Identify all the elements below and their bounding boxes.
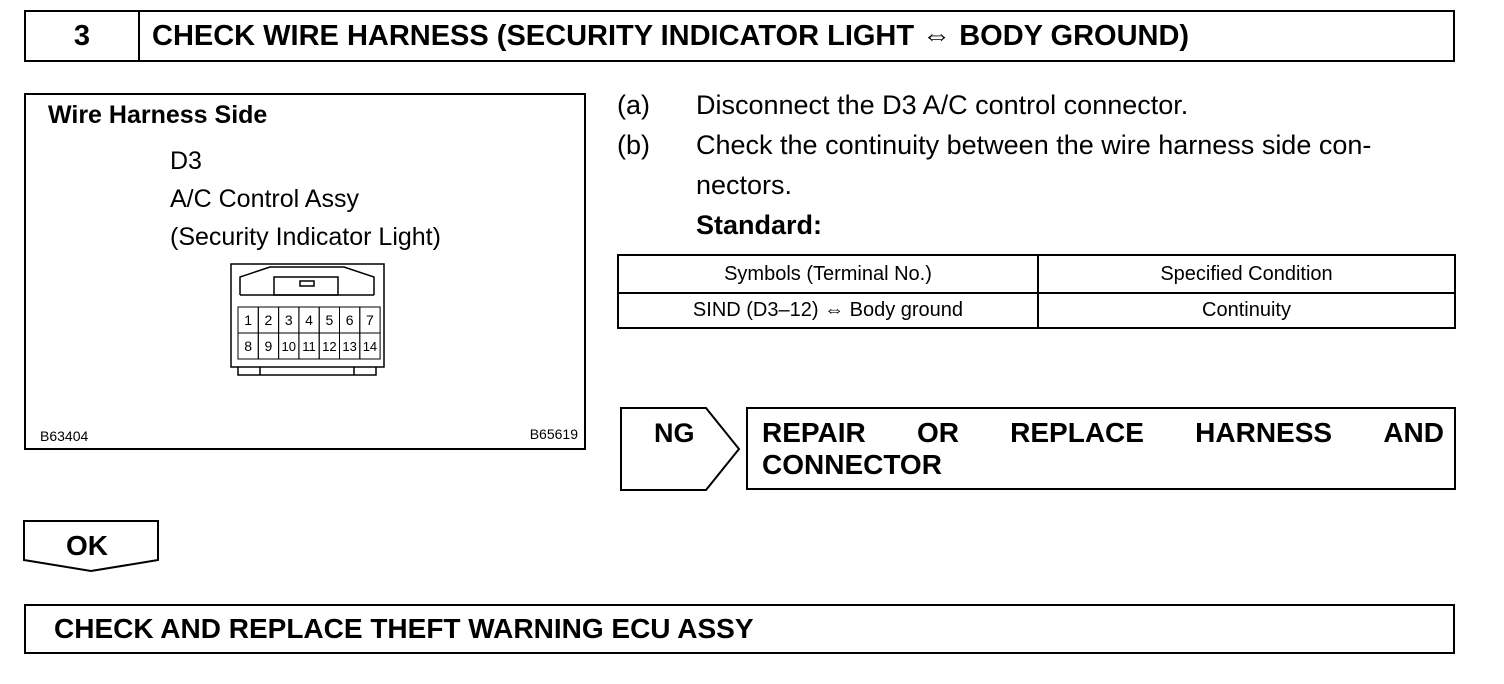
ng-result-line1	[762, 417, 1444, 449]
ng-result-word: HARNESS	[1195, 417, 1333, 448]
pin-number: 6	[345, 312, 354, 328]
step-title: CHECK WIRE HARNESS (SECURITY INDICATOR LIGHT ⇔ BODY GROUND)	[152, 20, 1190, 52]
pin-number: 1	[244, 312, 253, 328]
instruction-b-label: (b)	[617, 130, 650, 160]
table-cell: Continuity	[1038, 293, 1455, 328]
figure-code-right: B65619	[529, 426, 578, 442]
figure-code-left: B63404	[40, 428, 89, 444]
ng-result-box	[746, 407, 1456, 490]
connector-diagram-icon	[230, 263, 390, 381]
table-header-row	[618, 255, 1455, 293]
ng-result-word: AND	[1383, 417, 1444, 448]
ng-result-word: REPAIR	[762, 417, 866, 448]
instruction-b-text-line1: Check the continuity between the wire harness side con-	[696, 130, 1372, 160]
table-row	[618, 293, 1455, 328]
step-header	[24, 10, 1455, 62]
pin-number: 12	[322, 339, 337, 354]
ng-result-word: REPLACE	[1010, 417, 1144, 448]
ng-result-line2: CONNECTOR	[762, 449, 942, 480]
step-number: 3	[26, 12, 140, 60]
pin-number: 9	[264, 338, 273, 354]
table-header-cell: Specified Condition	[1038, 255, 1455, 293]
final-action-box	[24, 604, 1455, 654]
pin-number: 7	[366, 312, 374, 328]
pin-number: 3	[284, 312, 293, 328]
instruction-a-label: (a)	[617, 90, 650, 120]
pin-number: 8	[244, 338, 253, 354]
ok-label: OK	[66, 530, 108, 561]
pin-number: 2	[264, 312, 273, 328]
component-name: A/C Control Assy	[170, 185, 359, 213]
circuit-name: (Security Indicator Light)	[170, 223, 441, 251]
ng-label: NG	[654, 418, 695, 448]
figure-title: Wire Harness Side	[48, 101, 268, 129]
spec-table	[617, 254, 1456, 329]
pin-number: 13	[342, 339, 357, 354]
standard-label: Standard:	[696, 210, 823, 240]
pin-number: 4	[305, 312, 313, 328]
ng-result-word: OR	[916, 417, 959, 448]
final-action-text: CHECK AND REPLACE THEFT WARNING ECU ASSY	[54, 613, 754, 644]
pin-number: 10	[281, 339, 296, 354]
instruction-a-text: Disconnect the D3 A/C control connector.	[696, 90, 1189, 120]
connector-figure	[24, 93, 586, 450]
pin-number: 5	[325, 312, 334, 328]
pin-number: 11	[302, 339, 316, 354]
pin-number: 14	[362, 339, 378, 354]
instruction-b-text-line2: nectors.	[696, 170, 793, 200]
table-cell: SIND (D3–12) ⇔ Body ground	[618, 293, 1038, 328]
table-header-cell: Symbols (Terminal No.)	[618, 255, 1038, 293]
connector-id: D3	[170, 147, 202, 175]
